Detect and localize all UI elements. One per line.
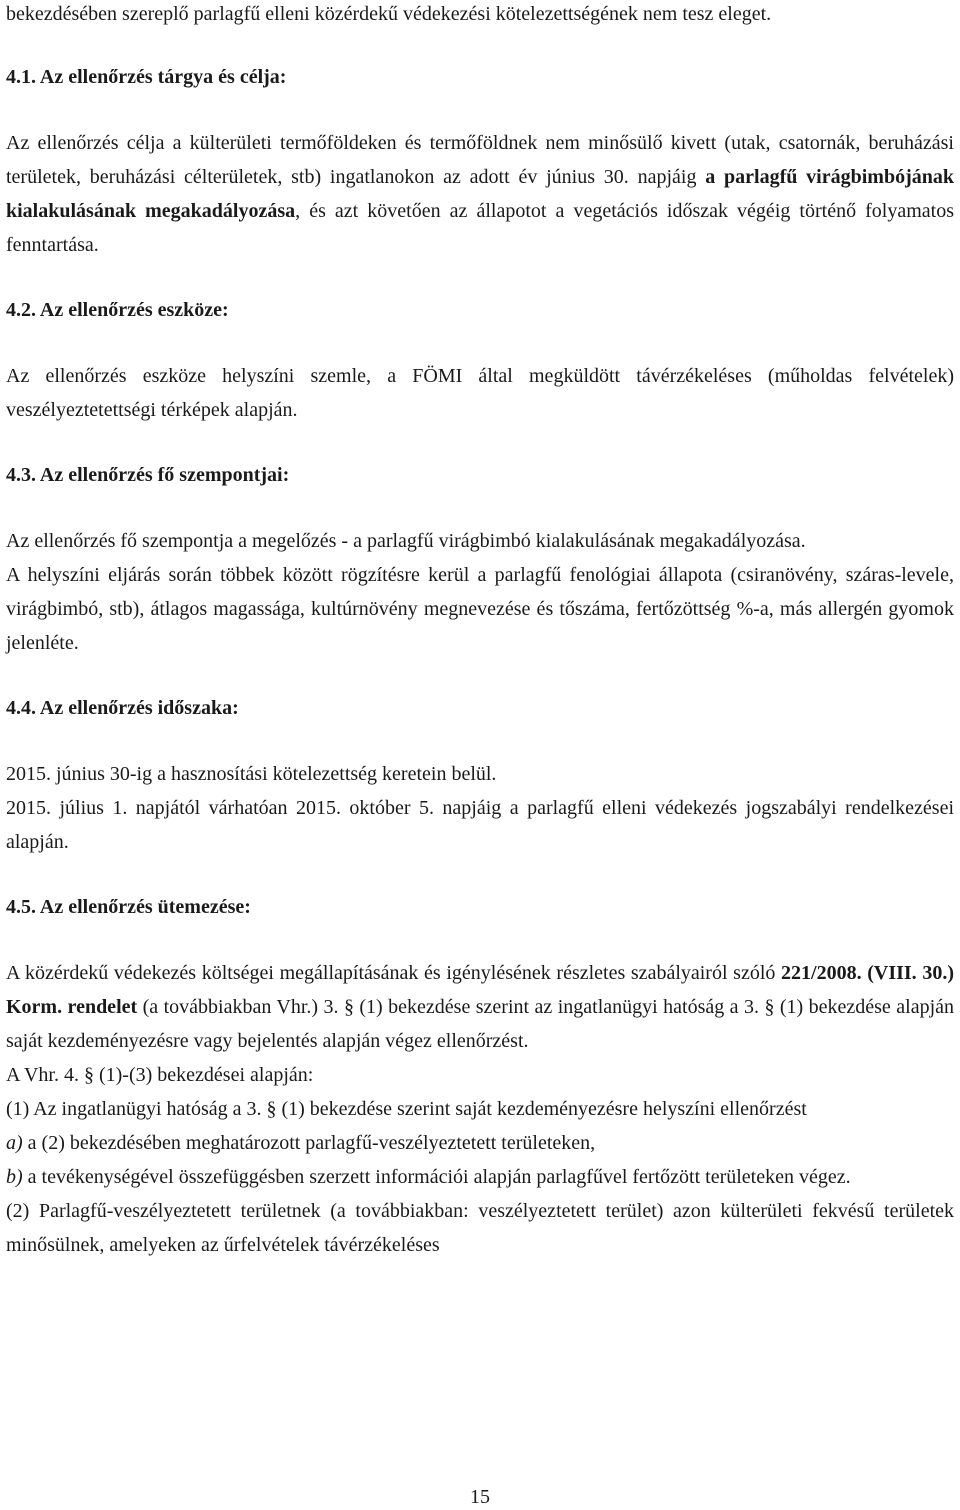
- section-4-2-paragraph: Az ellenőrzés eszköze helyszíni szemle, a FÖMI által megküldött távérzékeléses (műholdas felvételek) veszélyeztetettségi térképek alapján.: [6, 365, 954, 421]
- decree-word: rendelet: [67, 996, 138, 1018]
- section-4-5-paragraph-5: [6, 1160, 954, 1194]
- decree-reference: 221/2008. (VIII. 30.) Korm.: [6, 962, 954, 1018]
- list-label-a: a): [6, 1132, 23, 1154]
- section-4-5-text-a: A közérdekű védekezés költségei megállapításának és igénylésének részletes szabályairól szóló: [6, 962, 782, 984]
- list-text-b: a tevékenységével összefüggésben szerzett információi alapján parlagfűvel fertőzött területeken végez.: [22, 1166, 851, 1188]
- section-4-1-text-2: , és azt követően az állapotot a vegetációs időszak végéig történő folyamatos fenntartása.: [6, 200, 955, 256]
- section-4-5-text-c: (a továbbiakban Vhr.) 3. § (1) bekezdése szerint az ingatlanügyi hatóság a 3. § (1) bekezdése alapján saját kezdeményezésre vagy bejelentés alapján végez ellenőrzést.: [6, 996, 954, 1052]
- section-4-5-paragraph-3: (1) Az ingatlanügyi hatóság a 3. § (1) bekezdése szerint saját kezdeményezésre helyszíni ellenőrzést: [6, 1098, 807, 1120]
- section-4-1-emphasis: a parlagfű virágbimbójának kialakulásának megakadályozása: [6, 166, 954, 222]
- document-page: [6, 0, 954, 1262]
- section-4-2-heading: 4.2. Az ellenőrzés eszköze:: [6, 299, 229, 321]
- list-label-b: b): [6, 1166, 23, 1188]
- page-number: 15: [470, 1486, 490, 1508]
- section-4-5-heading: 4.5. Az ellenőrzés ütemezése:: [6, 896, 251, 918]
- section-4-1-paragraph: [6, 126, 954, 262]
- list-text-a: a (2) bekezdésében meghatározott parlagfű-veszélyeztetett területeken,: [22, 1132, 596, 1154]
- section-4-5-paragraph-6: (2) Parlagfű-veszélyeztetett területnek (a továbbiakban: veszélyeztetett terület) azon külterületi fekvésű területek minősülnek, amelyeken az űrfelvételek távérzékeléses: [6, 1200, 954, 1256]
- section-4-4-paragraph-1: 2015. június 30-ig a hasznosítási kötelezettség keretein belül.: [6, 763, 497, 785]
- section-4-5-paragraph-2: A Vhr. 4. § (1)-(3) bekezdései alapján:: [6, 1064, 314, 1086]
- section-4-5-paragraph-1: [6, 956, 954, 1058]
- section-4-4-heading: 4.4. Az ellenőrzés időszaka:: [6, 697, 239, 719]
- section-4-1-text-1: Az ellenőrzés célja a külterületi termőföldeken és termőföldnek nem minősülő kivett (utak, csatornák, beruházási területek, beruházási célterületek, stb) ingatlanokon az adott év június 30. napjáig: [6, 132, 954, 188]
- intro-paragraph: bekezdésében szereplő parlagfű elleni közérdekű védekezési kötelezettségének nem tesz eleget.: [6, 3, 772, 25]
- section-4-3-paragraph-2: A helyszíni eljárás során többek között rögzítésre kerül a parlagfű fenológiai állapota (csiranövény, száras-levele, virágbimbó, stb), átlagos magassága, kultúrnövény megnevezése és tőszáma, fertőzöttség %-a, más allergén gyomok jelenléte.: [6, 564, 954, 654]
- section-4-4-paragraph-2: 2015. július 1. napjától várhatóan 2015. október 5. napjáig a parlagfű elleni védekezés jogszabályi rendelkezései alapján.: [6, 797, 954, 853]
- section-4-3-paragraph-1: Az ellenőrzés fő szempontja a megelőzés - a parlagfű virágbimbó kialakulásának megakadályozása.: [6, 530, 806, 552]
- section-4-5-paragraph-4: [6, 1126, 954, 1160]
- section-4-1-heading: 4.1. Az ellenőrzés tárgya és célja:: [6, 66, 287, 88]
- section-4-3-heading: 4.3. Az ellenőrzés fő szempontjai:: [6, 464, 290, 486]
